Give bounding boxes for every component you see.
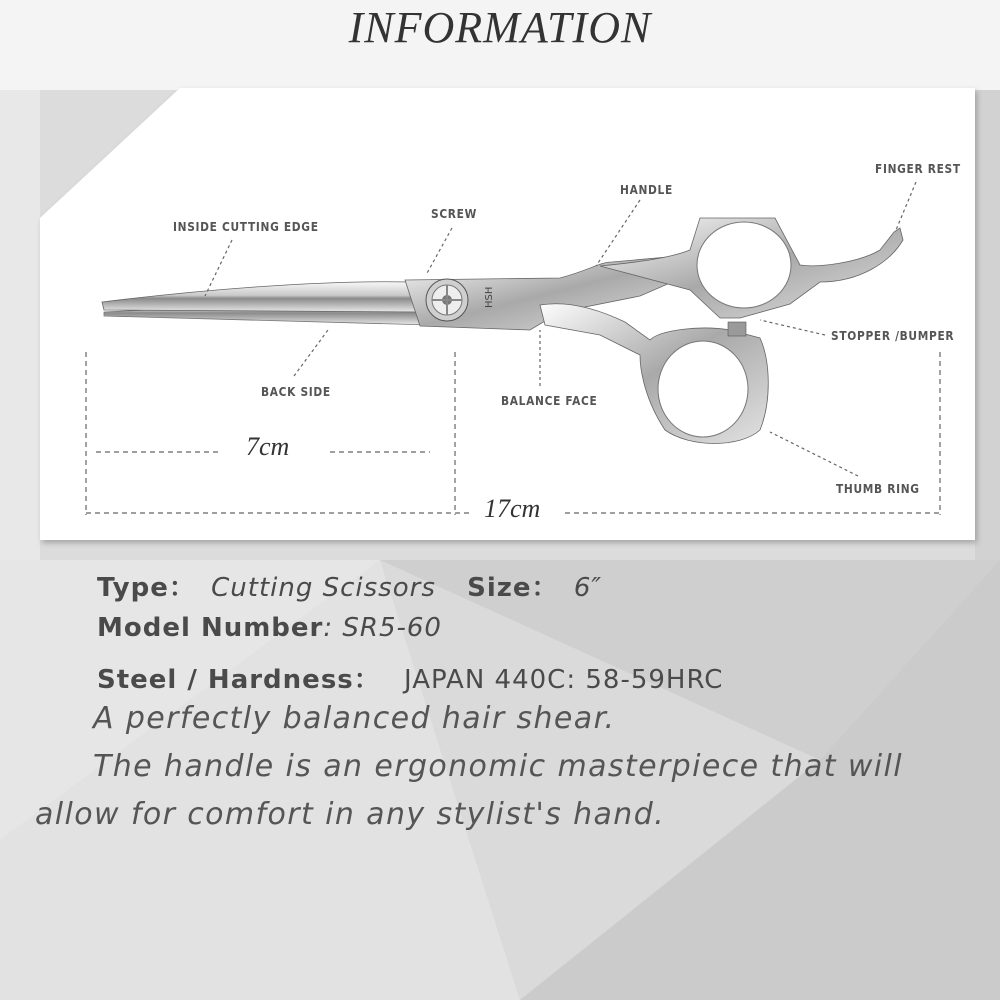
description-line-1: A perfectly balanced hair shear. — [93, 701, 616, 736]
page-title: INFORMATION — [348, 3, 652, 52]
label-back-side: BACK SIDE — [261, 384, 331, 399]
spec-line-model — [97, 613, 442, 643]
type-label: Type： — [97, 573, 196, 603]
steel-label: Steel / Hardness： — [97, 665, 381, 695]
spec-line-steel — [97, 659, 723, 696]
label-stopper-bumper: STOPPER /BUMPER — [831, 328, 955, 343]
dimension-total-length: 17cm — [478, 494, 546, 524]
spec-line-type — [97, 567, 602, 604]
label-thumb-ring: THUMB RING — [836, 481, 920, 496]
steel-value: JAPAN 440C: 58-59HRC — [404, 665, 724, 695]
brand-logo: HSH — [484, 286, 495, 308]
size-value: 6″ — [573, 573, 603, 603]
model-value: : SR5-60 — [323, 613, 442, 643]
label-balance-face: BALANCE FACE — [501, 393, 598, 408]
label-handle: HANDLE — [620, 182, 673, 197]
type-value: Cutting Scissors — [211, 573, 436, 603]
dimension-blade-length: 7cm — [240, 432, 295, 462]
label-finger-rest: FINGER REST — [875, 161, 961, 176]
size-label: Size： — [467, 573, 559, 603]
description-line-2: The handle is an ergonomic masterpiece that will — [93, 749, 904, 784]
label-inside-cutting-edge: INSIDE CUTTING EDGE — [173, 219, 319, 234]
label-screw: SCREW — [431, 206, 478, 221]
model-label: Model Number — [97, 613, 324, 643]
description-line-3: allow for comfort in any stylist's hand. — [35, 797, 666, 832]
